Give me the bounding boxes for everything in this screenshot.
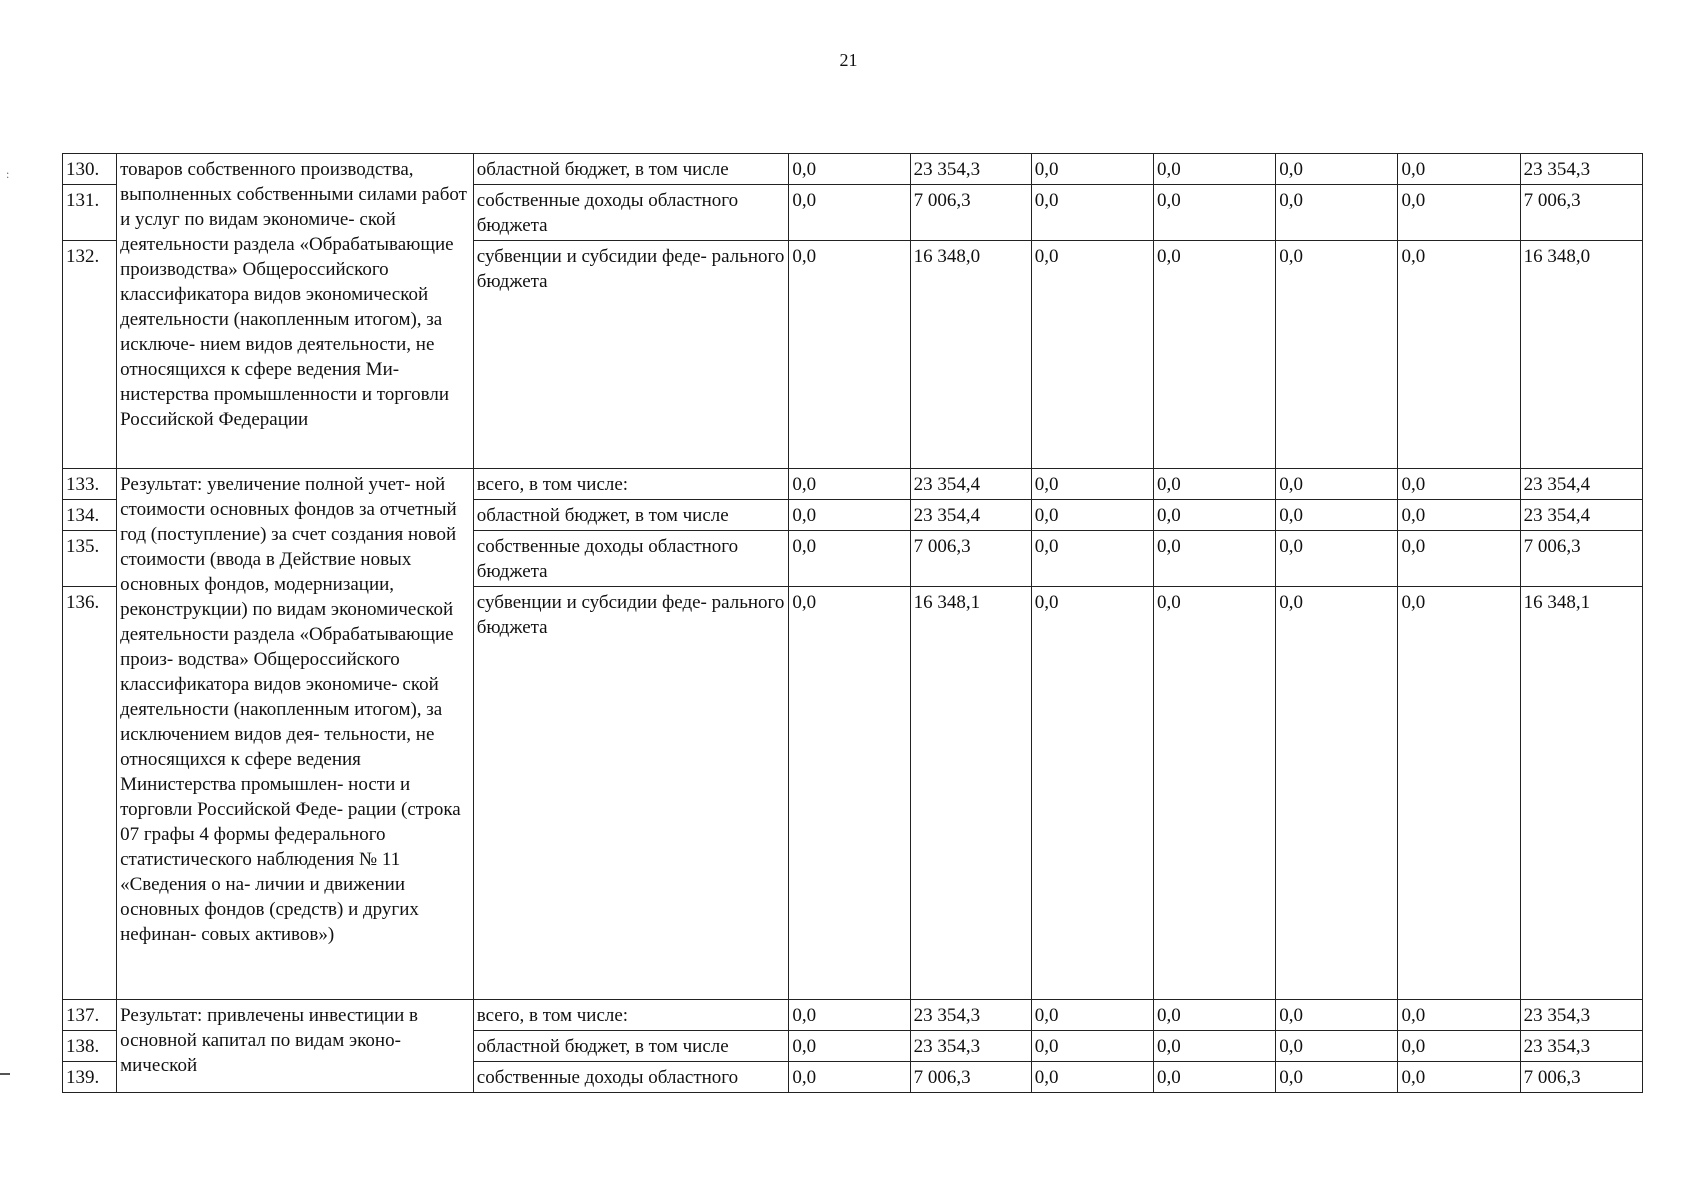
value-cell: 23 354,3 — [910, 154, 1031, 185]
value-cell: 0,0 — [1276, 587, 1398, 1000]
row-number: 139. — [63, 1062, 117, 1093]
value-cell: 0,0 — [1276, 185, 1398, 241]
value-cell: 0,0 — [789, 154, 910, 185]
value-cell: 0,0 — [1031, 500, 1153, 531]
value-cell: 0,0 — [1154, 241, 1276, 469]
value-cell: 7 006,3 — [910, 531, 1031, 587]
indicator-description: Результат: увеличение полной учет- ной стоимости основных фондов за отчетный год (поступление) за счет создания новой стоимости (ввода в Действие новых основных фондов, модернизации, реконструкции) по видам экономической деятельности раздела «Обрабатывающие произ- водства» Общероссийского классификатора видов экономиче- ской деятельности (накопленным итогом), за исключением видов дея- тельности, не относящихся к сфере ведения Министерства промышлен- ности и торговли Российской Феде- рации (строка 07 графы 4 формы федерального статистического наблюдения № 11 «Сведения о на- личии и движении основных фондов (средств) и других нефинан- совых активов») — [117, 469, 474, 1000]
value-cell: 0,0 — [1031, 1062, 1153, 1093]
value-cell: 0,0 — [1398, 1031, 1520, 1062]
row-number: 130. — [63, 154, 117, 185]
value-cell: 0,0 — [1398, 1062, 1520, 1093]
value-cell: 23 354,3 — [910, 1031, 1031, 1062]
funding-source: всего, в том числе: — [473, 469, 789, 500]
table-body — [63, 154, 1643, 1093]
value-cell: 0,0 — [1276, 1031, 1398, 1062]
value-cell: 7 006,3 — [1520, 1062, 1642, 1093]
indicator-description: Результат: привлечены инвестиции в основной капитал по видам эконо- мической — [117, 1000, 474, 1093]
value-cell: 0,0 — [1276, 1000, 1398, 1031]
value-cell: 0,0 — [1031, 1031, 1153, 1062]
table-row — [63, 154, 1643, 185]
indicator-description: товаров собственного производства, выполненных собственными силами работ и услуг по видам экономиче- ской деятельности раздела «Обрабатывающие производства» Общероссийского классификатора видов экономической деятельности (накопленным итогом), за исключе- нием видов деятельности, не относящихся к сфере ведения Ми- нистерства промышленности и торговли Российской Федерации — [117, 154, 474, 469]
page-number: 21 — [839, 50, 858, 70]
funding-source: субвенции и субсидии феде- рального бюджета — [473, 587, 789, 1000]
value-cell: 0,0 — [1031, 1000, 1153, 1031]
value-cell: 7 006,3 — [1520, 185, 1642, 241]
value-cell: 0,0 — [1031, 587, 1153, 1000]
value-cell: 0,0 — [1398, 185, 1520, 241]
value-cell: 0,0 — [1154, 1000, 1276, 1031]
value-cell: 23 354,3 — [910, 1000, 1031, 1031]
value-cell: 7 006,3 — [1520, 531, 1642, 587]
value-cell: 0,0 — [1398, 531, 1520, 587]
value-cell: 0,0 — [1031, 241, 1153, 469]
value-cell: 0,0 — [1031, 469, 1153, 500]
value-cell: 0,0 — [789, 531, 910, 587]
value-cell: 0,0 — [1276, 1062, 1398, 1093]
funding-source: собственные доходы областного бюджета — [473, 185, 789, 241]
value-cell: 0,0 — [1154, 531, 1276, 587]
row-number: 136. — [63, 587, 117, 1000]
row-number: 137. — [63, 1000, 117, 1031]
funding-source: областной бюджет, в том числе — [473, 154, 789, 185]
value-cell: 23 354,3 — [1520, 154, 1642, 185]
value-cell: 0,0 — [1276, 469, 1398, 500]
budget-table — [62, 153, 1643, 1093]
value-cell: 0,0 — [1154, 587, 1276, 1000]
value-cell: 0,0 — [1398, 241, 1520, 469]
value-cell: 0,0 — [1398, 1000, 1520, 1031]
row-number: 134. — [63, 500, 117, 531]
row-number: 131. — [63, 185, 117, 241]
value-cell: 23 354,4 — [910, 500, 1031, 531]
value-cell: 23 354,4 — [1520, 469, 1642, 500]
value-cell: 7 006,3 — [910, 1062, 1031, 1093]
value-cell: 0,0 — [1276, 531, 1398, 587]
value-cell: 0,0 — [789, 241, 910, 469]
funding-source: областной бюджет, в том числе — [473, 1031, 789, 1062]
value-cell: 0,0 — [789, 185, 910, 241]
value-cell: 23 354,4 — [1520, 500, 1642, 531]
value-cell: 0,0 — [1031, 531, 1153, 587]
value-cell: 16 348,1 — [910, 587, 1031, 1000]
value-cell: 7 006,3 — [910, 185, 1031, 241]
table-row — [63, 469, 1643, 500]
value-cell: 0,0 — [789, 1062, 910, 1093]
value-cell: 0,0 — [1154, 185, 1276, 241]
value-cell: 0,0 — [1398, 469, 1520, 500]
value-cell: 0,0 — [1154, 469, 1276, 500]
funding-source: областной бюджет, в том числе — [473, 500, 789, 531]
funding-source: субвенции и субсидии феде- рального бюджета — [473, 241, 789, 469]
value-cell: 0,0 — [1154, 1062, 1276, 1093]
scan-mark-dot: : — [6, 167, 10, 181]
value-cell: 23 354,3 — [1520, 1000, 1642, 1031]
value-cell: 0,0 — [1154, 154, 1276, 185]
value-cell: 0,0 — [789, 1031, 910, 1062]
row-number: 138. — [63, 1031, 117, 1062]
row-number: 135. — [63, 531, 117, 587]
value-cell: 0,0 — [789, 1000, 910, 1031]
value-cell: 0,0 — [1276, 154, 1398, 185]
value-cell: 23 354,4 — [910, 469, 1031, 500]
value-cell: 0,0 — [1031, 185, 1153, 241]
value-cell: 0,0 — [1276, 241, 1398, 469]
scan-mark-dash — [0, 1073, 10, 1075]
value-cell: 0,0 — [789, 587, 910, 1000]
value-cell: 16 348,1 — [1520, 587, 1642, 1000]
funding-source: собственные доходы областного — [473, 1062, 789, 1093]
value-cell: 23 354,3 — [1520, 1031, 1642, 1062]
value-cell: 16 348,0 — [910, 241, 1031, 469]
row-number: 132. — [63, 241, 117, 469]
table-row — [63, 1000, 1643, 1031]
value-cell: 0,0 — [1398, 587, 1520, 1000]
value-cell: 0,0 — [789, 469, 910, 500]
value-cell: 0,0 — [1154, 1031, 1276, 1062]
funding-source: собственные доходы областного бюджета — [473, 531, 789, 587]
value-cell: 0,0 — [1276, 500, 1398, 531]
funding-source: всего, в том числе: — [473, 1000, 789, 1031]
value-cell: 0,0 — [1154, 500, 1276, 531]
row-number: 133. — [63, 469, 117, 500]
value-cell: 0,0 — [1031, 154, 1153, 185]
value-cell: 0,0 — [789, 500, 910, 531]
value-cell: 0,0 — [1398, 154, 1520, 185]
value-cell: 0,0 — [1398, 500, 1520, 531]
value-cell: 16 348,0 — [1520, 241, 1642, 469]
